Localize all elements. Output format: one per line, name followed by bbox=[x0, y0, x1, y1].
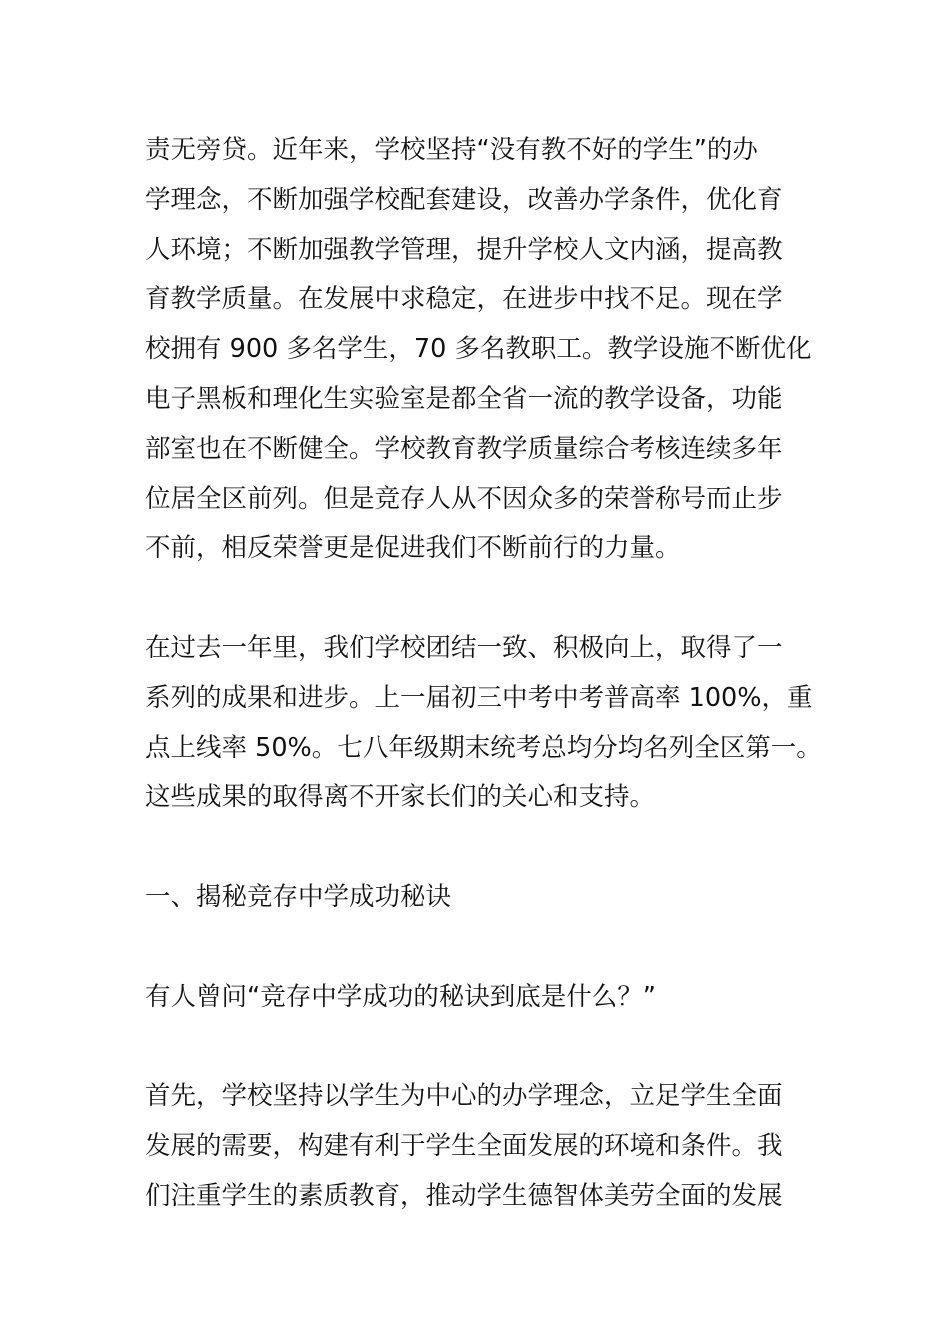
text-line: 在过去一年里，我们学校团结一致、积极向上，取得了一 bbox=[145, 632, 783, 663]
text-line: 学理念，不断加强学校配套建设，改善办学条件，优化育 bbox=[145, 184, 783, 215]
text-line: 系列的成果和进步。上一届初三中考中考普高率 100%，重 bbox=[145, 682, 813, 713]
paragraph bbox=[145, 126, 810, 574]
text-line: 首先，学校坚持以学生为中心的办学理念，立足学生全面 bbox=[145, 1081, 783, 1112]
paragraph-spacer bbox=[145, 923, 810, 973]
paragraph-spacer bbox=[145, 574, 810, 624]
paragraph bbox=[145, 973, 810, 1023]
section-heading bbox=[145, 873, 810, 923]
text-line: 人环境；不断加强教学管理，提升学校人文内涵，提高教 bbox=[145, 234, 783, 265]
paragraph-spacer bbox=[145, 1022, 810, 1072]
text-line: 责无旁贷。近年来，学校坚持“没有教不好的学生”的办 bbox=[145, 135, 758, 165]
text-line: 们注重学生的素质教育，推动学生德智体美劳全面的发展 bbox=[145, 1180, 783, 1211]
text-line: 位居全区前列。但是竞存人从不因众多的荣誉称号而止步 bbox=[145, 483, 783, 514]
text-line: 育教学质量。在发展中求稳定，在进步中找不足。现在学 bbox=[145, 284, 783, 315]
text-line: 部室也在不断健全。学校教育教学质量综合考核连续多年 bbox=[145, 433, 783, 464]
text-line: 电子黑板和理化生实验室是都全省一流的教学设备，功能 bbox=[145, 383, 783, 414]
text-line: 这些成果的取得离不开家长们的关心和支持。 bbox=[145, 782, 656, 813]
text-line: 点上线率 50%。七八年级期末统考总均分均名列全区第一。 bbox=[145, 732, 822, 763]
paragraph bbox=[145, 1072, 810, 1221]
text-line: 校拥有 900 多名学生，70 多名教职工。教学设施不断优化 bbox=[145, 334, 812, 365]
document-body bbox=[145, 126, 822, 1222]
heading-text: 一、揭秘竞存中学成功秘诀 bbox=[145, 881, 452, 912]
text-line: 发展的需要，构建有利于学生全面发展的环境和条件。我 bbox=[145, 1130, 783, 1161]
paragraph bbox=[145, 624, 822, 823]
text-line: 有人曾问“竞存中学成功的秘诀到底是什么？” bbox=[145, 981, 656, 1012]
paragraph-spacer bbox=[145, 823, 810, 873]
text-line: 不前，相反荣誉更是促进我们不断前行的力量。 bbox=[145, 533, 681, 564]
